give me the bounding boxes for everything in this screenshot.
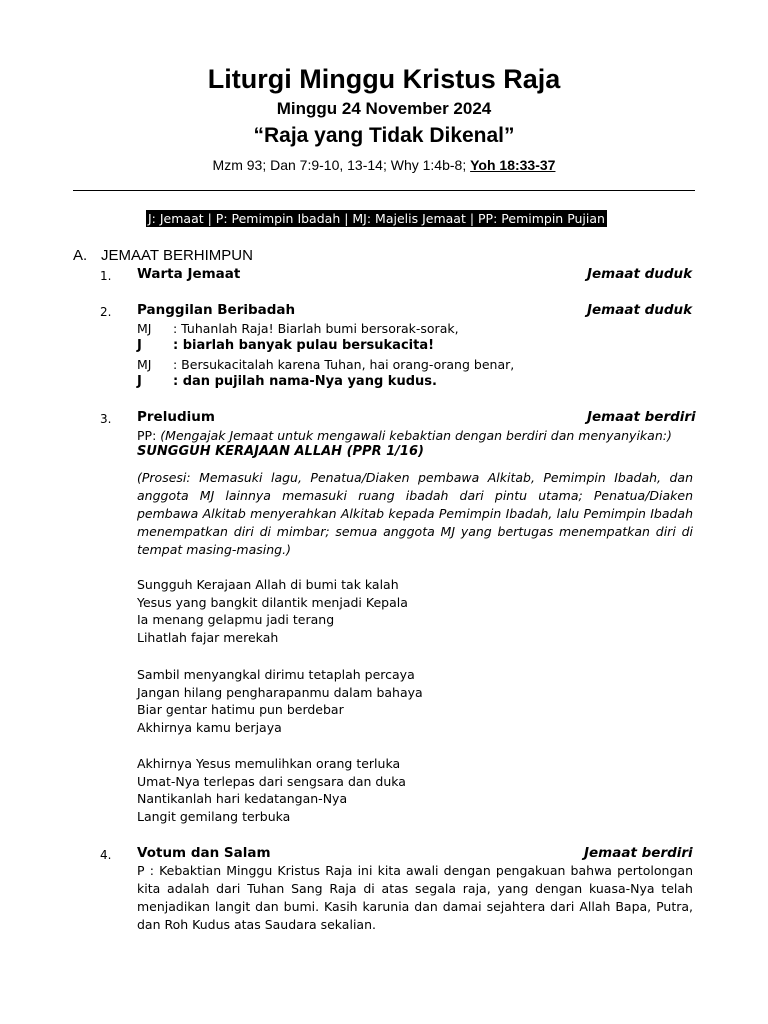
verse-line: Akhirnya kamu berjaya [137, 719, 282, 735]
verse-line: Nantikanlah hari kedatangan-Nya [137, 791, 348, 806]
section-letter: A. [73, 247, 88, 264]
line-text: : biarlah banyak pulau bersukacita! [173, 338, 435, 353]
item-number: 1. [100, 269, 112, 283]
verse-line: Umat-Nya terlepas dari sengsara dan duka [137, 773, 406, 789]
posture-label: Jemaat duduk [587, 266, 693, 282]
posture-label: Jemaat duduk [587, 302, 693, 318]
line-text: : dan pujilah nama-Nya yang kudus. [173, 374, 437, 389]
speaker-label: PP: [137, 428, 157, 443]
speaker-label: MJ [137, 321, 152, 336]
liturgy-line [137, 338, 434, 353]
service-date: Minggu 24 November 2024 [276, 99, 492, 118]
liturgy-line [137, 321, 459, 336]
posture-label: Jemaat berdiri [587, 409, 696, 425]
instruction-text: (Mengajak Jemaat untuk mengawali kebaktian dengan berdiri dan menyanyikan:) [160, 428, 672, 443]
service-theme: “Raja yang Tidak Dikenal” [253, 124, 515, 147]
posture-label: Jemaat berdiri [584, 845, 693, 861]
item-number: 3. [100, 412, 112, 426]
section-title: JEMAAT BERHIMPUN [101, 247, 253, 264]
section-heading [73, 247, 253, 264]
liturgy-line [137, 357, 514, 372]
procession-rubric: (Prosesi: Memasuki lagu, Penatua/Diaken pembawa Alkitab, Pemimpin Ibadah, dan anggota MJ lainnya memasuki ruang ibadah dari pintu utama; Penatua/Diaken pembawa Alkitab menyerahkan Alkitab kepada Pemimpin Ibadah, lalu Pemimpin Ibadah menempatkan diri di mimbar; semua anggota MJ yang bertugas menempatkan diri di tempat masing-masing.) [137, 470, 693, 557]
item-number: 2. [100, 305, 112, 319]
header-divider [73, 190, 695, 191]
liturgy-line [137, 374, 437, 389]
song-title: SUNGGUH KERAJAAN ALLAH (PPR 1/16) [137, 444, 424, 459]
speaker-label: MJ [137, 357, 152, 372]
item-title: Preludium [137, 409, 215, 425]
verse-line: Jangan hilang pengharapanmu dalam bahaya [137, 684, 423, 700]
item-title: Warta Jemaat [137, 266, 241, 282]
instruction-line [137, 428, 672, 443]
verse-line: Lihatlah fajar merekah [137, 629, 279, 645]
song-verse [137, 576, 408, 646]
gospel-reading: Yoh 18:33-37 [470, 157, 556, 173]
verse-line: Sambil menyangkal dirimu tetaplah percaya [137, 667, 415, 682]
item-title: Panggilan Beribadah [137, 302, 296, 318]
line-text: : Bersukacitalah karena Tuhan, hai orang-orang benar, [173, 357, 515, 372]
page-title: Liturgi Minggu Kristus Raja [207, 64, 561, 94]
line-text: : Tuhanlah Raja! Biarlah bumi bersorak-sorak, [173, 321, 459, 336]
scripture-readings [0, 157, 768, 173]
verse-line: Biar gentar hatimu pun berdebar [137, 702, 344, 717]
verse-line: Yesus yang bangkit dilantik menjadi Kepala [137, 594, 408, 610]
song-verse [137, 666, 423, 736]
readings-list: Mzm 93; Dan 7:9-10, 13-14; Why 1:4b-8; [212, 157, 467, 173]
speaker-label: J [137, 338, 142, 353]
verse-line: Ia menang gelapmu jadi terang [137, 612, 335, 627]
song-verse [137, 755, 406, 825]
speaker-label: J [137, 374, 142, 389]
verse-line: Langit gemilang terbuka [137, 808, 291, 824]
verse-line: Sungguh Kerajaan Allah di bumi tak kalah [137, 577, 399, 592]
item-title: Votum dan Salam [137, 845, 271, 861]
verse-line: Akhirnya Yesus memulihkan orang terluka [137, 756, 401, 771]
item-number: 4. [100, 848, 112, 862]
votum-text: P : Kebaktian Minggu Kristus Raja ini kita awali dengan pengakuan bahwa pertolongan kita adalah dari Tuhan Sang Raja di atas segala raja, yang dengan kuasa-Nya telah menjadikan langit dan bumi. Kasih karunia dan damai sejahtera dari Allah Bapa, Putra, dan Roh Kudus atas Saudara sekalian. [137, 863, 693, 932]
role-legend: J: Jemaat | P: Pemimpin Ibadah | MJ: Majelis Jemaat | PP: Pemimpin Pujian [148, 211, 605, 226]
